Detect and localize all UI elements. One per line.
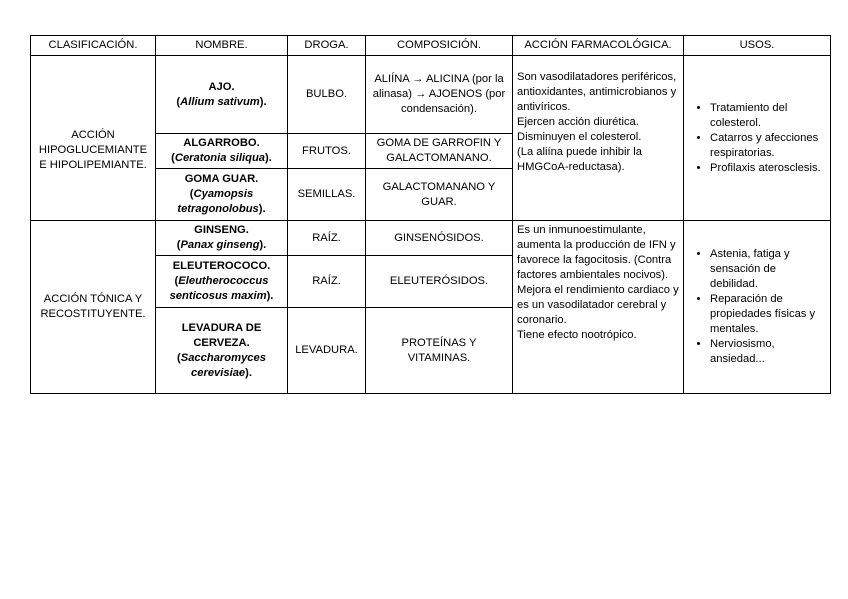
droga-cell: BULBO. [288,56,366,134]
composicion-cell: ELEUTERÓSIDOS. [366,256,513,308]
header-usos: USOS. [684,36,831,56]
header-composicion: COMPOSICIÓN. [366,36,513,56]
accion-line: Ejercen acción diurética. [517,116,639,128]
nombre-text: AJO. [208,80,235,93]
table-row [31,56,831,134]
nombre-cell [156,169,288,221]
table-row [31,221,831,256]
nombre-text: GOMA GUAR. [184,173,259,185]
latin-open: ( [177,351,181,364]
droga-cell: LEVADURA. [288,308,366,394]
composicion-cell: GINSENÓSIDOS. [366,221,513,256]
latin-name: Cyamopsis tetragonolobus [177,188,259,215]
droga-cell: FRUTOS. [288,134,366,169]
nombre-text: GINSENG. [194,224,249,236]
latin-close: ). [245,366,252,379]
accion-line: Es un inmunoestimulante, aumenta la producción de IFN y favorece la fagocitosis. (Contra factores ambientales nocivos). [517,224,676,281]
latin-open: ( [189,188,194,200]
clasificacion-cell: ACCIÓN TÓNICA Y RECOSTITUYENTE. [31,221,156,394]
list-item: • Nerviosismo, ansiedad... [710,337,826,367]
header-row [31,36,831,56]
accion-cell [513,221,684,394]
latin-name: Allium sativum [180,95,260,108]
header-clasificacion: CLASIFICACIÓN. [31,36,156,56]
list-item: • Profilaxis aterosclesis. [710,161,826,176]
nombre-cell [156,256,288,308]
nombre-cell [156,308,288,394]
nombre-cell [156,134,288,169]
latin-close: ). [259,239,267,251]
nombre-text: LEVADURA DE CERVEZA. [181,321,262,349]
usos-list [688,101,826,176]
latin-name: Panax ginseng [180,239,260,251]
composicion-cell: PROTEÍNAS Y VITAMINAS. [366,308,513,394]
composicion-cell: ALIÍNA → ALICINA (por la alinasa) → AJOENOS (por condensación). [366,56,513,134]
list-item: • Reparación de propiedades físicas y mentales. [710,292,826,337]
accion-line: (La aliína puede inhibir la HMGCoA-reductasa). [517,146,643,173]
accion-line: Son vasodilatadores periféricos, antioxidantes, antimicrobianos y antivíricos. [517,71,677,113]
droga-cell: RAÍZ. [288,256,366,308]
latin-open: ( [176,239,181,251]
list-item: • Tratamiento del colesterol. [710,101,826,131]
list-item: • Astenia, fatiga y sensación de debilidad. [710,247,826,292]
accion-cell [513,56,684,221]
composicion-cell: GALACTOMANANO Y GUAR. [366,169,513,221]
latin-close: ). [265,152,272,164]
latin-close: ). [266,290,274,302]
header-accion: ACCIÓN FARMACOLÓGICA. [513,36,684,56]
header-droga: DROGA. [288,36,366,56]
usos-cell [684,221,831,394]
latin-name: Saccharomyces cerevisiae [180,351,266,379]
latin-open: ( [171,152,175,164]
nombre-cell [156,56,288,134]
latin-close: ). [259,95,267,108]
accion-line: Tiene efecto nootrópico. [517,329,637,341]
clasificacion-cell: ACCIÓN HIPOGLUCEMIANTE E HIPOLIPEMIANTE. [31,56,156,221]
latin-name: Eleutherococcus senticosus maxim [169,275,269,302]
latin-open: ( [176,95,181,108]
nombre-text: ELEUTEROCOCO. [172,260,271,272]
droga-cell: SEMILLAS. [288,169,366,221]
droga-cell: RAÍZ. [288,221,366,256]
nombre-text: ALGARROBO. [183,137,260,149]
list-item: • Catarros y afecciones respiratorias. [710,131,826,161]
nombre-cell [156,221,288,256]
composicion-cell: GOMA DE GARROFIN Y GALACTOMANANO. [366,134,513,169]
latin-open: ( [174,275,179,287]
accion-line: Mejora el rendimiento cardiaco y es un vasodilatador cerebral y coronario. [517,284,679,326]
accion-line: Disminuyen el colesterol. [517,131,642,143]
header-nombre: NOMBRE. [156,36,288,56]
latin-close: ). [258,203,266,215]
usos-cell [684,56,831,221]
latin-name: Ceratonia siliqua [174,152,266,164]
pharmacology-table [30,35,831,394]
usos-list [688,247,826,367]
